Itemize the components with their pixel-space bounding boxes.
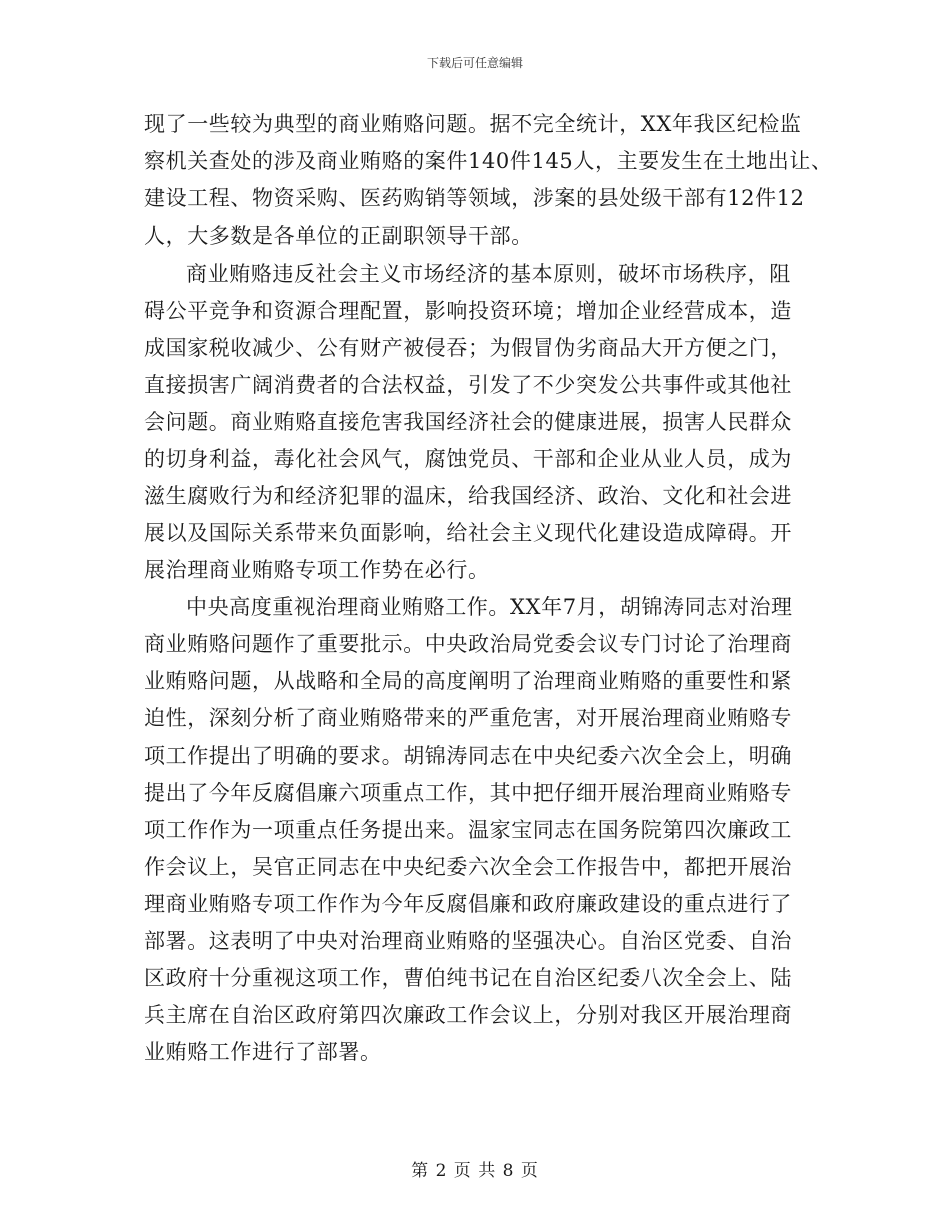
text-line: 提出了今年反腐倡廉六项重点工作，其中把仔细开展治理商业贿赂专 [144, 781, 792, 805]
text-line: 理商业贿赂专项工作作为今年反腐倡廉和政府廉政建设的重点进行了 [144, 892, 792, 916]
text-line: 成国家税收减少、公有财产被侵吞；为假冒伪劣商品大开方便之门， [144, 336, 792, 360]
text-line: 察机关查处的涉及商业贿赂的案件140件145人，主要发生在土地出让、 [144, 149, 833, 173]
paragraph-start-line: 中央高度重视治理商业贿赂工作。XX年7月，胡锦涛同志对治理 [186, 595, 793, 619]
text-line: 展以及国际关系带来负面影响，给社会主义现代化建设造成障碍。开 [144, 521, 792, 545]
text-line: 部署。这表明了中央对治理商业贿赂的坚强决心。自治区党委、自治 [144, 929, 792, 953]
text-line: 直接损害广阔消费者的合法权益，引发了不少突发公共事件或其他社 [144, 373, 792, 397]
paragraph-start-line: 商业贿赂违反社会主义市场经济的基本原则，破坏市场秩序，阻 [186, 262, 791, 286]
text-line: 项工作作为一项重点任务提出来。温家宝同志在国务院第四次廉政工 [144, 818, 792, 842]
text-line: 建设工程、物资采购、医药购销等领域，涉案的县处级干部有12件12 [144, 186, 805, 210]
text-line: 迫性，深刻分析了商业贿赂带来的严重危害，对开展治理商业贿赂专 [144, 706, 792, 730]
text-line: 展治理商业贿赂专项工作势在必行。 [144, 558, 490, 582]
text-line: 会问题。商业贿赂直接危害我国经济社会的健康进展，损害人民群众 [144, 410, 792, 434]
text-line: 区政府十分重视这项工作，曹伯纯书记在自治区纪委八次全会上、陆 [144, 966, 792, 990]
text-line: 商业贿赂问题作了重要批示。中央政治局党委会议专门讨论了治理商 [144, 632, 792, 656]
text-line: 项工作提出了明确的要求。胡锦涛同志在中央纪委六次全会上，明确 [144, 744, 792, 768]
page-number-footer: 第 2 页 共 8 页 [411, 1161, 539, 1181]
text-line: 业贿赂工作进行了部署。 [144, 1040, 382, 1064]
text-line: 的切身利益，毒化社会风气，腐蚀党员、干部和企业从业人员，成为 [144, 447, 792, 471]
text-line: 滋生腐败行为和经济犯罪的温床，给我国经济、政治、文化和社会进 [144, 484, 792, 508]
text-line: 现了一些较为典型的商业贿赂问题。据不完全统计，XX年我区纪检监 [144, 112, 802, 136]
text-line: 业贿赂问题，从战略和全局的高度阐明了治理商业贿赂的重要性和紧 [144, 669, 792, 693]
text-line: 人，大多数是各单位的正副职领导干部。 [144, 224, 533, 248]
text-line: 作会议上，吴官正同志在中央纪委六次全会工作报告中，都把开展治 [144, 855, 792, 879]
text-line: 碍公平竞争和资源合理配置，影响投资环境；增加企业经营成本，造 [144, 299, 792, 323]
text-line: 兵主席在自治区政府第四次廉政工作会议上，分别对我区开展治理商 [144, 1003, 792, 1027]
page-header: 下载后可任意编辑 [426, 56, 523, 70]
